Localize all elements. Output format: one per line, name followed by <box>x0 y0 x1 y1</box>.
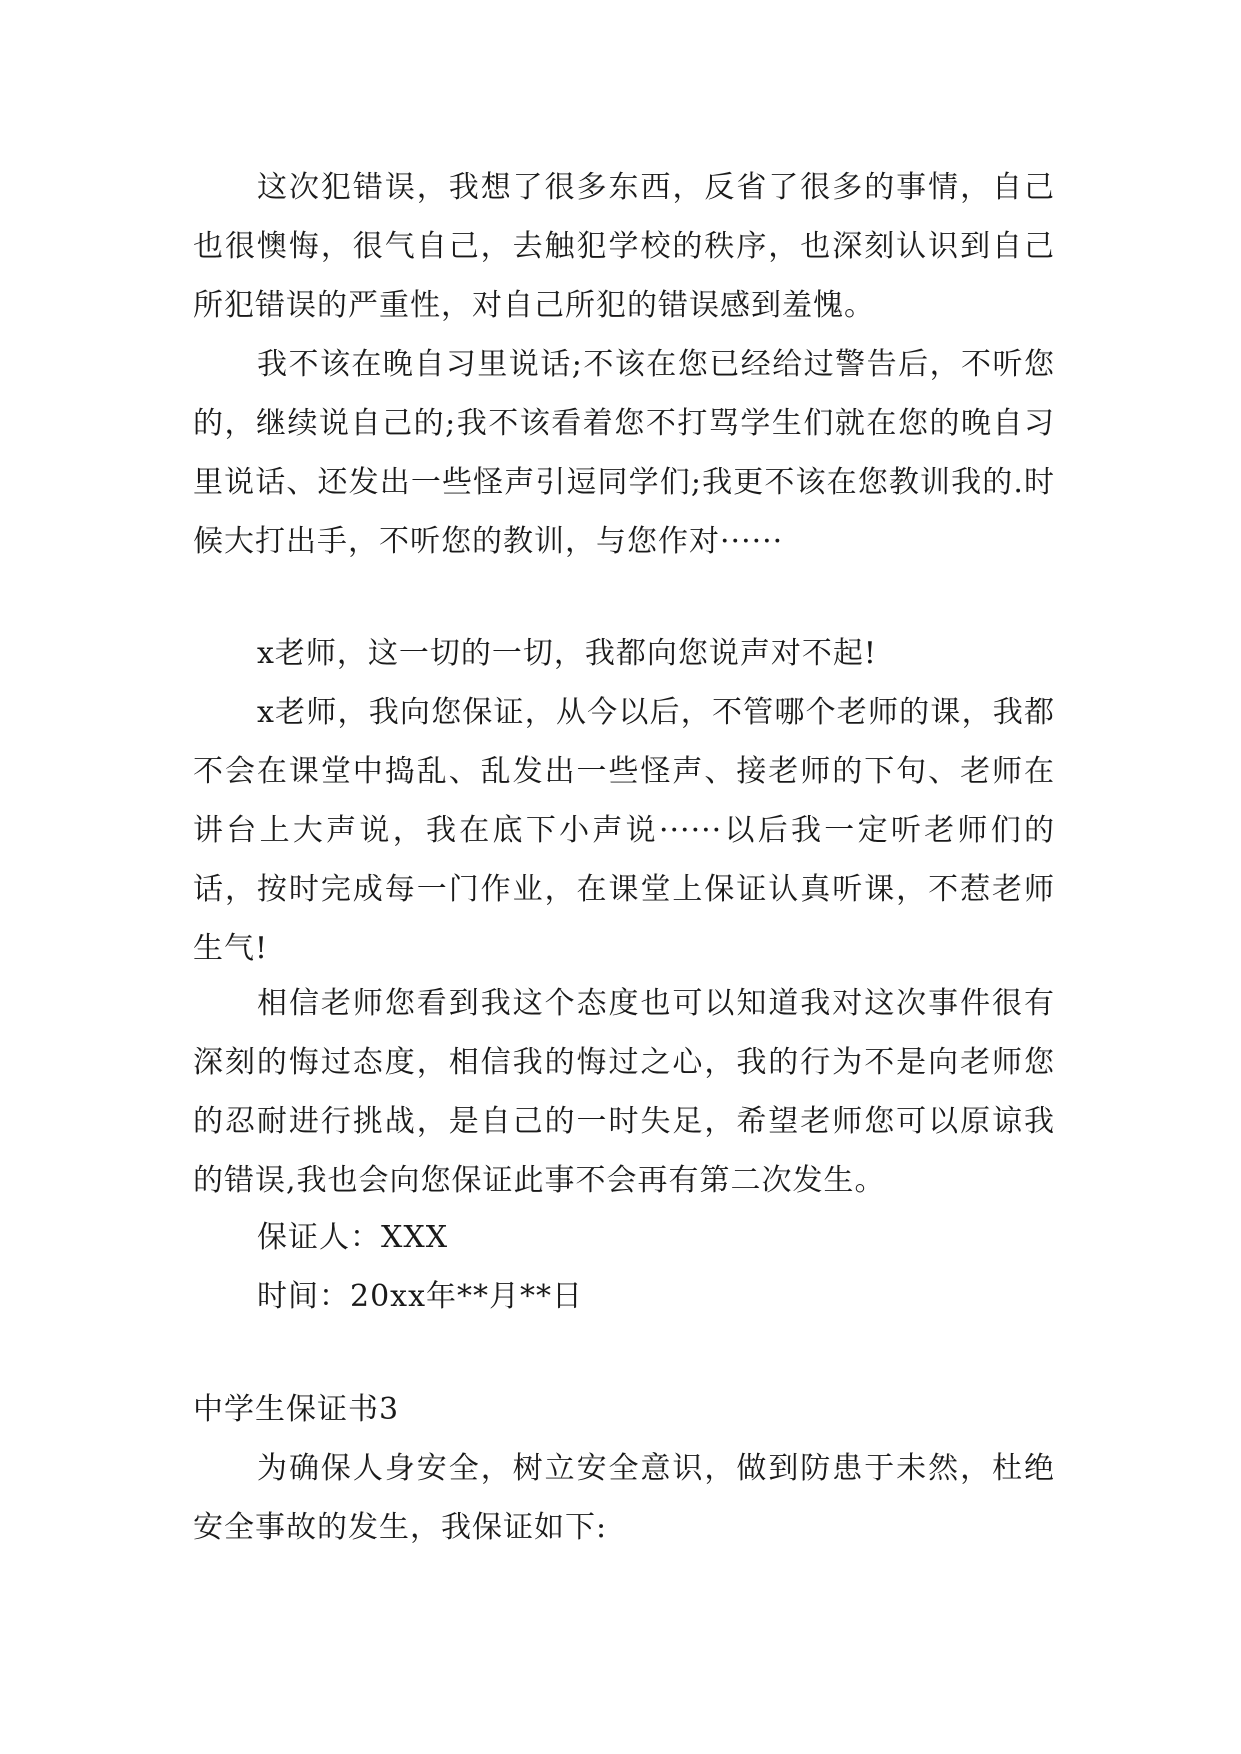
paragraph-reflection: 这次犯错误，我想了很多东西，反省了很多的事情，自己也很懊悔，很气自己，去触犯学校的秩序，也深刻认识到自己所犯错误的严重性，对自己所犯的错误感到羞愧。 <box>193 170 1055 323</box>
section-heading: 中学生保证书3 <box>193 1392 400 1427</box>
paragraph-apology: x老师，这一切的一切，我都向您说声对不起! <box>257 636 877 671</box>
paragraph-wrongdoings: 我不该在晚自习里说话;不该在您已经给过警告后，不听您的，继续说自己的;我不该看着您不打骂学生们就在您的晚自习里说话、还发出一些怪声引逗同学们;我更不该在您教训我的.时候大打出手，不听您的教训，与您作对······ <box>193 347 1055 559</box>
date-line: 时间：20xx年**月**日 <box>257 1279 584 1314</box>
guarantor-line: 保证人：XXX <box>257 1220 449 1255</box>
paragraph-promise: x老师，我向您保证，从今以后，不管哪个老师的课，我都不会在课堂中捣乱、乱发出一些怪声、接老师的下句、老师在讲台上大声说，我在底下小声说······以后我一定听老师们的话，按时完成每一门作业，在课堂上保证认真听课，不惹老师生气! <box>193 695 1055 966</box>
paragraph-remorse: 相信老师您看到我这个态度也可以知道我对这次事件很有深刻的悔过态度，相信我的悔过之心，我的行为不是向老师您的忍耐进行挑战，是自己的一时失足，希望老师您可以原谅我的错误,我也会向您保证此事不会再有第二次发生。 <box>193 986 1055 1198</box>
paragraph-safety-pledge: 为确保人身安全，树立安全意识，做到防患于未然，杜绝安全事故的发生，我保证如下: <box>193 1451 1055 1545</box>
